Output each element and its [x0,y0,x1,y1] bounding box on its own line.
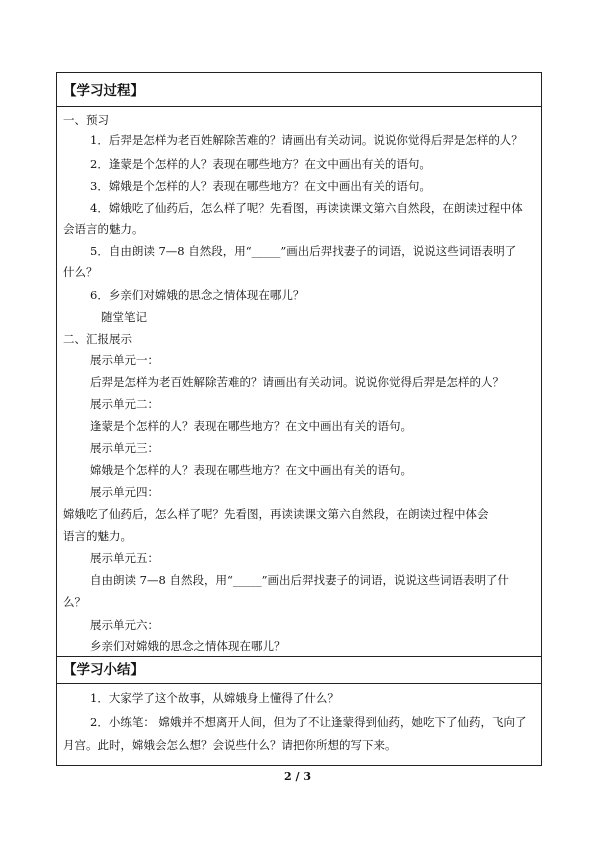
class-notes-label: 随堂笔记 [101,310,147,324]
section-title-process: 【学习过程】 [63,83,144,99]
report-unit-4-title: 展示单元四： [90,485,159,499]
summary-item-2b: 月宫。此时，嫦娥会怎么想？会说些什么？请把你所想的写下来。 [63,738,397,752]
report-unit-3-text: 嫦娥是个怎样的人？表现在哪些地方？在文中画出有关的语句。 [90,463,412,477]
report-unit-4-text-b: 语言的魅力。 [63,529,132,543]
preview-question-5a: 5．自由朗读 7—8 自然段，用“_____”画出后羿找妻子的词语，说说这些词语表明了 [90,244,517,258]
report-unit-5-text-a: 自由朗读 7—8 自然段，用“_____”画出后羿找妻子的词语，说说这些词语表明了什 [90,573,509,587]
report-unit-5-title: 展示单元五： [90,551,159,565]
report-unit-2-title: 展示单元二： [90,397,159,411]
report-label: 二、汇报展示 [63,332,132,346]
preview-question-6: 6．乡亲们对嫦娥的思念之情体现在哪儿？ [90,288,305,302]
worksheet-frame [56,72,542,766]
preview-question-5b: 什么？ [63,265,98,279]
report-unit-6-text: 乡亲们对嫦娥的思念之情体现在哪儿？ [90,639,286,653]
preview-question-4b: 会语言的魅力。 [63,222,144,236]
page-number: 2 / 3 [284,770,311,783]
report-unit-6-title: 展示单元六： [90,618,159,632]
preview-label: 一、预习 [63,113,109,127]
preview-question-3: 3．嫦娥是个怎样的人？表现在哪些地方？在文中画出有关的语句。 [90,179,431,193]
report-unit-4-text-a: 嫦娥吃了仙药后，怎么样了呢？先看图，再读读课文第六自然段，在朗读过程中体会 [63,507,489,521]
section-divider-summary-top [57,656,541,657]
report-unit-3-title: 展示单元三： [90,441,159,455]
preview-question-2: 2．逢蒙是个怎样的人？表现在哪些地方？在文中画出有关的语句。 [90,157,431,171]
summary-item-1: 1．大家学了这个故事，从嫦娥身上懂得了什么？ [90,691,339,705]
section-title-summary: 【学习小结】 [63,662,144,678]
preview-question-4a: 4．嫦娥吃了仙药后，怎么样了呢？先看图，再读读课文第六自然段，在朗读过程中体 [90,201,523,215]
report-unit-1-text: 后羿是怎样为老百姓解除苦难的？请画出有关动词。说说你觉得后羿是怎样的人？ [90,375,504,389]
section-divider-summary [57,683,541,684]
section-divider-process [57,106,541,107]
report-unit-5-text-b: 么？ [63,595,86,609]
preview-question-1: 1．后羿是怎样为老百姓解除苦难的？请画出有关动词。说说你觉得后羿是怎样的人？ [90,133,523,147]
summary-item-2a: 2．小练笔： 嫦娥并不想离开人间，但为了不让逢蒙得到仙药，她吃下了仙药，飞向了 [90,715,527,729]
report-unit-1-title: 展示单元一： [90,353,159,367]
report-unit-2-text: 逢蒙是个怎样的人？表现在哪些地方？在文中画出有关的语句。 [90,419,412,433]
